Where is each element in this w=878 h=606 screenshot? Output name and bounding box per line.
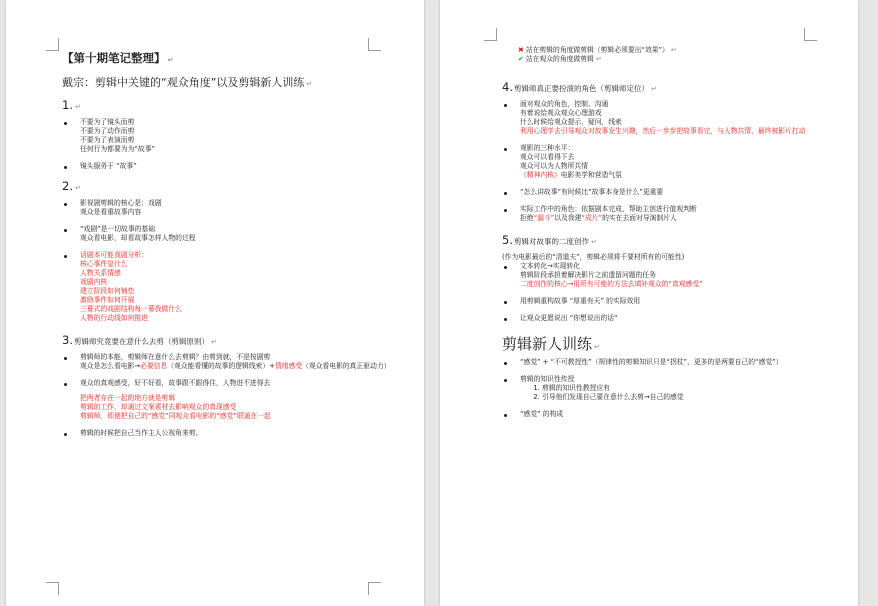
margin-corner-mark — [368, 582, 381, 595]
doc-title[interactable]: 【第十期笔记整理】 ↵ — [62, 51, 174, 65]
document-page-right — [440, 0, 858, 606]
list-item[interactable]: 观影的三种水平： 观众可以看得下去 观众可以为人物所共情 《精神内核》电影美学和营造气氛 — [502, 144, 832, 186]
section-4-heading[interactable]: 4.剪辑师真正要扮演的角色（剪辑师定位） ↵ — [502, 80, 657, 94]
numbered-list — [520, 384, 832, 402]
check-icon: ✔ — [518, 55, 524, 63]
section-3-heading[interactable]: 3.剪辑师究竟要在意什么去剪（剪辑原则） ↵ — [62, 333, 217, 347]
list-item[interactable]: 话剧本可能戏剧分析： 核心事件是什么 人物关系情感 戏剧内核 建立阶段如何铺垫 激励事件如何开展 三幕式的戏剧结构每一幕我做什么 人物的行动线如何推进 — [62, 251, 392, 329]
list-item[interactable]: 不要为了镜头而剪 不要为了动作而剪 不要为了表演而剪 任何行为都要为为“故事” — [62, 118, 392, 160]
list-item[interactable]: 影视剧剪辑的核心是：戏剧 观众是看重故事内容 — [62, 199, 392, 223]
list-item[interactable]: “怎么讲故事”有时候比“故事本身是什么”更重要 — [502, 188, 832, 203]
list-item[interactable]: 观众的真观感受，好不好看，故事跟不跟得住，人物进不进得去 把两者存在一起的地方就是剪辑 剪辑的工作，却通过文案素材去影响观众的真现感受 剪辑师，即便把自己的“感觉”同观众看电影的“感觉”联通在一起 — [62, 379, 392, 427]
list-item[interactable]: 剪辑的时候把自己当作主人公视角来剪。 — [62, 429, 392, 438]
margin-corner-mark — [46, 582, 59, 595]
list-item[interactable]: 剪辑师的本能，剪辑师在意什么去剪辑？由剪到就，不是按剧剪 观众是怎么看电影→必要信息（观众能看懂的故事的逻辑线索）+情绪感受（观众看电影的真正驱动力） — [62, 353, 392, 377]
margin-corner-mark — [804, 28, 817, 41]
page-left-content — [62, 50, 392, 440]
margin-corner-mark — [484, 28, 497, 41]
list-item[interactable]: 文本转化→实现转化 剪辑阶段承担着解决影片之前遗留问题的任务 二度创作的核心→用所有可能的方法去填补观众的“真观感受” — [502, 262, 832, 295]
list-item[interactable]: “感觉” + “不可教授性”（规律性的剪辑知识只是“拐杖”，更多的是两要自己的“感觉”） — [502, 358, 832, 373]
list-item[interactable]: 剪辑的知识性传授 1. 剪辑的知识性教授应有 2. 引导他们发现自己要在意什么去剪→自己的感觉 — [502, 375, 832, 408]
wrong-approach-line[interactable]: ✖ 站在剪辑的角度做剪辑（剪辑必须要出“效果”） ↵ — [518, 46, 677, 54]
section-1-heading[interactable]: 1. ↵ — [62, 98, 81, 112]
list-item[interactable]: 实际工作中的角色：依据剧本完成，帮助主创进行值观判断 拒绝“漏斗”以及我建“成片”的实在去面对导演制片人 — [502, 205, 832, 229]
list-item[interactable]: 用剪辑重构故事 “厚重有天” 的实际效用 — [502, 297, 832, 312]
doc-subtitle[interactable]: 戴宗：剪辑中关键的“观众角度”以及剪辑新人训练 ↵ — [62, 76, 313, 89]
right-approach-line[interactable]: ✔ 站在观众的角度做剪辑 ↵ — [518, 55, 602, 63]
numbered-item[interactable]: 1. 剪辑的知识性教授应有 — [542, 384, 832, 393]
section-2-heading[interactable]: 2. ↵ — [62, 179, 81, 193]
document-page-left — [6, 0, 424, 606]
list-item[interactable]: 让观众更愿说出 “你想说出的话” — [502, 314, 832, 323]
list-item[interactable]: 面对观众的角色，控制、沟通 有着说给观众观众心理游戏 什么时候给观众提示，疑问，线索 利用心理学去引导观众对故事发生兴趣，然后一步步把故事看完，与人物共情，最终被影片打动 — [502, 100, 832, 142]
list-item[interactable]: “戏剧”是一切故事的基础 观众看电影，却看故事怎样人物的过程 — [62, 225, 392, 249]
margin-corner-mark — [46, 38, 59, 51]
numbered-item[interactable]: 2. 引导他们发现自己要在意什么去剪→自己的感觉 — [542, 393, 832, 402]
list-item[interactable]: “感觉” 的构成 — [502, 410, 832, 419]
section-5-heading[interactable]: 5.剪辑对故事的二度创作 ↵ — [502, 233, 597, 247]
section-5-intro[interactable]: (作为电影最后的“清道夫”，剪辑必须将千要材所有的可能性) — [502, 253, 685, 261]
list-item[interactable]: 镜头服务于 “故事” — [62, 162, 392, 177]
cross-icon: ✖ — [518, 46, 524, 54]
training-heading[interactable]: 剪辑新人训练 ↵ — [502, 335, 600, 353]
page-right-content — [502, 46, 832, 421]
